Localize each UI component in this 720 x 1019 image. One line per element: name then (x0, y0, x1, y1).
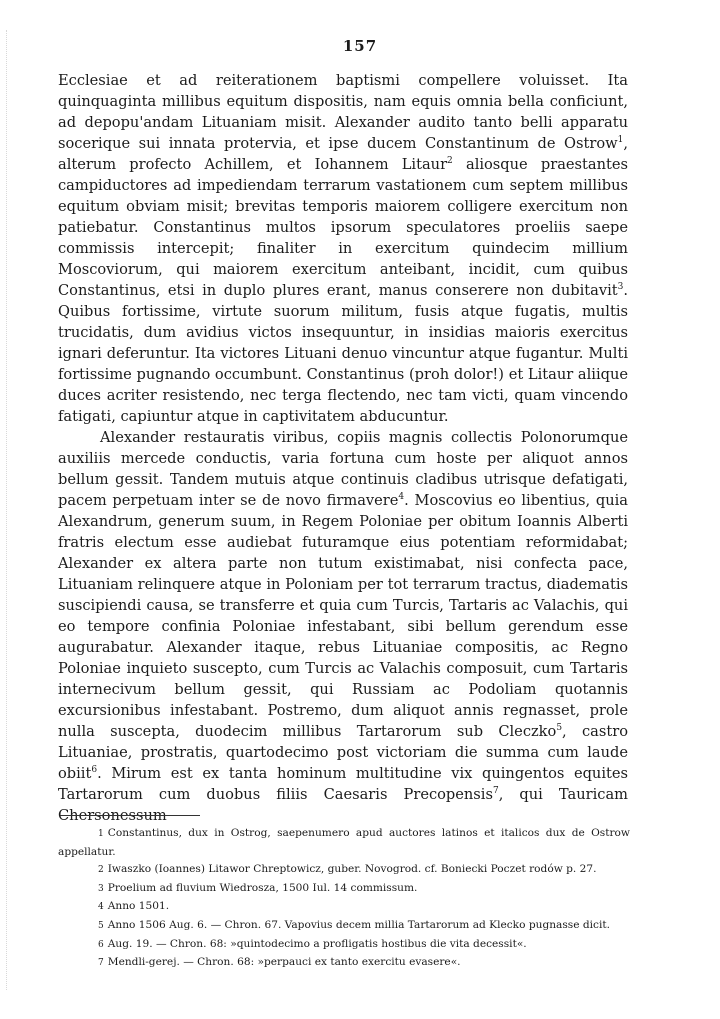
body-text (58, 70, 628, 826)
footnote-text: Constantinus, dux in Ostrog, saepenumero apud auctores latinos et italicos dux de Ostrow appellatur. (58, 827, 630, 858)
paragraph-text: Ecclesiae et ad reiterationem baptismi compellere voluisset. Ita quinquaginta millibus equitum dispositis, nam equis omnia bella conficiunt, ad depopu'andam Lituaniam misit. Alexander audito tanto belli apparatu socerique sui innata protervia, et ipse ducem Constantinum de Ostrow (58, 72, 628, 152)
scan-edge (6, 30, 7, 990)
footnote-reference: 1 (617, 135, 624, 146)
footnote-number: 3 (98, 883, 104, 894)
paragraph-text: . Moscovius eo libentius, quia Alexandrum, generum suum, in Regem Poloniae per obitum Ioannis Alberti fratris electum esse audiebat futuramque eius potentiam reformidabat; Alexander ex altera parte non tutum existimabat, nisi confecta pace, Lituaniam relinquere atque in Poloniam per tot terrarum tractus, diadematis suscipiendi causa, se transferre et quia cum Turcis, Tartaris ac Valachis, qui eo tempore confinia Poloniae infestabant, sibi bellum gerendum esse augurabatur. Alexander itaque, rebus Lituaniae compositis, ac Regno Poloniae inquieto suscepto, cum Turcis ac Valachis composuit, cum Tartaris internecivum bellum gessit, qui Russiam ac Podoliam quotannis excursionibus infestabant. Postremo, dum aliquot annis regnasset, prole nulla suscepta, duodecim millibus Tartarorum sub Cleczko (58, 492, 628, 740)
paragraph-text: , qui Tauricam Chersonessum (58, 786, 628, 824)
footnote-text: Proelium ad fluvium Wiedrosza, 1500 Iul. 14 commissum. (107, 881, 418, 894)
footnote (58, 917, 630, 936)
footnote-text: Mendli-gerej. — Chron. 68: »perpauci ex tanto exercitu evasere«. (107, 956, 461, 969)
footnote-number: 1 (98, 829, 104, 839)
footnote-reference: 5 (556, 723, 563, 734)
footnote-reference: 3 (617, 282, 624, 293)
footnote (58, 880, 630, 899)
footnote-number: 2 (98, 865, 104, 876)
footnotes (58, 825, 630, 973)
footnote-reference: 2 (447, 156, 453, 167)
footnote-reference: 4 (398, 492, 405, 503)
footnote-number: 6 (98, 939, 104, 950)
footnote (58, 825, 630, 861)
footnote (58, 936, 630, 955)
paragraph-text: , castro Lituaniae, prostratis, quartodecimo post victoriam die summa cum laude obiit (58, 723, 628, 782)
footnote-text: Aug. 19. — Chron. 68: »quintodecimo a profligatis hostibus die vita decessit«. (107, 937, 527, 950)
page-number: 157 (342, 37, 378, 55)
footnote-number: 7 (98, 958, 104, 969)
footnote-text: Anno 1506 Aug. 6. — Chron. 67. Vapovius decem millia Tartarorum ad Klecko pugnasse dicit. (107, 918, 610, 931)
paragraph (58, 70, 628, 427)
paragraph-text: aliosque praestantes campiductores ad impediendam terrarum vastationem cum septem millibus equitum obviam misit; brevitas temporis maiorem colligere exercitum non patiebatur. Constantinus multos ipsorum speculatores proeliis saepe commissis intercepit; finaliter in exercitum quindecim millium Moscoviorum, qui maiorem exercitum anteibant, incidit, cum quibus Constantinus, etsi in duplo plures erant, manus conserere non dubitavit (58, 156, 628, 299)
paragraph (58, 427, 628, 826)
paragraph-text: . Quibus fortissime, virtute suorum militum, fusis atque fugatis, multis trucidatis, dum avidius victos insequuntur, in insidias maioris exercitus ignari deferuntur. Ita victores Lituani denuo vincuntur atque fugantur. Multi fortissime pugnando occumbunt. Constantinus (proh dolor!) et Litaur aliique duces acriter resistendo, nec terga flectendo, nec tam victi, quam vincendo fatigati, capiuntur atque in captivitatem abducuntur. (58, 282, 628, 425)
footnote-number: 5 (98, 920, 104, 931)
footnote-number: 4 (98, 902, 104, 913)
footnote (58, 954, 630, 973)
footnote-reference: 7 (492, 786, 499, 797)
paragraph-text: . Mirum est ex tanta hominum multitudine vix quingentos equites Tartarorum cum duobus filiis Caesaris Precopensis (58, 765, 628, 803)
paragraph-text: , alterum profecto Achillem, et Iohannem Litaur (58, 135, 628, 173)
footnote-text: Anno 1501. (107, 900, 170, 913)
footnote-reference: 6 (91, 765, 98, 776)
footnote-divider (60, 815, 200, 816)
footnote-text: Iwaszko (Ioannes) Litawor Chreptowicz, guber. Novogrod. cf. Boniecki Poczet rodów p. 27. (107, 863, 597, 876)
footnote (58, 861, 630, 880)
paragraph-text: Alexander restauratis viribus, copiis magnis collectis Polonorumque auxiliis mercede conductis, varia fortuna cum hoste per aliquot annos bellum gessit. Tandem mutuis atque continuis cladibus utrisque defatigati, pacem perpetuam inter se de novo firmavere (58, 429, 628, 509)
footnote (58, 898, 630, 917)
